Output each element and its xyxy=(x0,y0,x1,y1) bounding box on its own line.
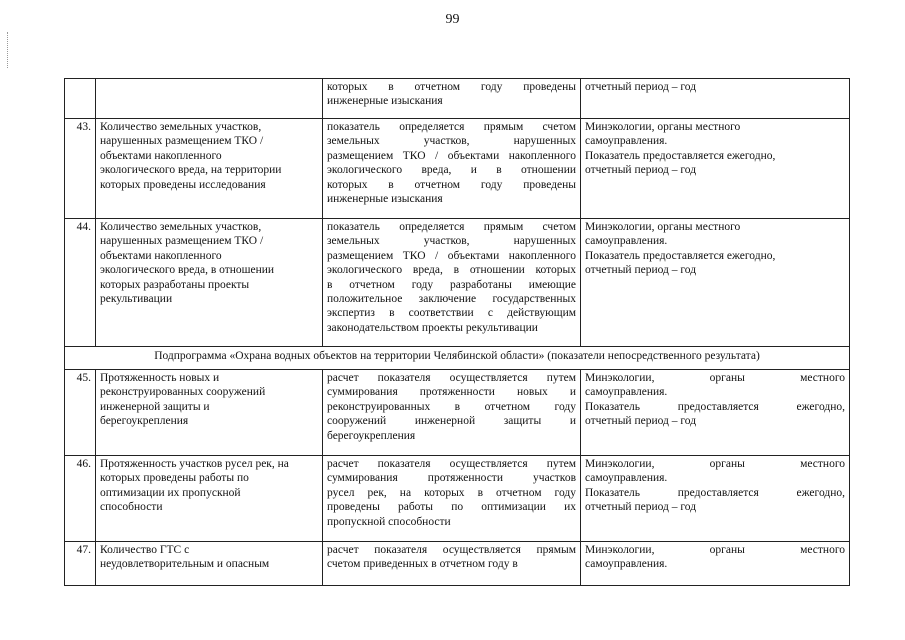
indicator-name-line: Количество земельных участков, xyxy=(100,121,262,133)
data-source-line: отчетный период – год xyxy=(585,415,697,428)
data-source-line: Минэкологии, органы местного xyxy=(585,544,845,556)
margin-mark xyxy=(7,32,9,68)
section-title: Подпрограмма «Охрана водных объектов на территории Челябинской области» (показатели непосредственного результата) xyxy=(65,347,850,370)
data-source-line: Показатель предоставляется ежегодно, xyxy=(585,149,776,162)
row-number: 46. xyxy=(65,456,96,542)
data-source xyxy=(581,542,850,586)
calculation-method-line: инженерные изыскания xyxy=(327,193,443,206)
indicator-name xyxy=(96,542,323,586)
calculation-method-line: показатель определяется прямым счетом xyxy=(327,121,576,133)
data-source-line: самоуправления. xyxy=(585,386,668,399)
calculation-method xyxy=(323,79,581,119)
calculation-method-line: земельных участков, нарушенных xyxy=(327,135,576,148)
calculation-method-line: расчет показателя осуществляется прямым xyxy=(327,544,576,556)
data-source xyxy=(581,456,850,542)
data-source-line: отчетный период – год xyxy=(585,81,697,93)
calculation-method-line: счетом приведенных в отчетном году в xyxy=(327,558,518,571)
data-source-line: Показатель предоставляется ежегодно, xyxy=(585,400,845,413)
calculation-method-line: расчет показателя осуществляется путем xyxy=(327,458,576,470)
data-source-line: самоуправления. xyxy=(585,472,668,485)
calculation-method xyxy=(323,370,581,456)
data-source-line: самоуправления. xyxy=(585,558,668,571)
calculation-method xyxy=(323,456,581,542)
indicator-name xyxy=(96,219,323,347)
data-source-line: самоуправления. xyxy=(585,135,668,148)
data-source-line: самоуправления. xyxy=(585,235,668,248)
calculation-method-line: земельных участков, нарушенных xyxy=(327,235,576,248)
data-source-line: Минэкологии, органы местного xyxy=(585,221,741,233)
calculation-method-line: экологического вреда, в отношении которых xyxy=(327,264,576,277)
data-source-line: Показатель предоставляется ежегодно, xyxy=(585,486,845,499)
calculation-method-line: инженерные изыскания xyxy=(327,95,443,108)
calculation-method-line: пропускной способности xyxy=(327,515,451,528)
table-row xyxy=(65,542,850,586)
calculation-method-line: суммирования протяженности новых и xyxy=(327,386,576,399)
calculation-method-line: в отчетном году разработаны имеющие xyxy=(327,278,576,291)
table-row xyxy=(65,219,850,347)
indicator-name-line: которых проведены работы по xyxy=(100,472,249,485)
indicator-name-line: Количество земельных участков, xyxy=(100,221,262,233)
calculation-method-line: реконструированных в отчетном году xyxy=(327,400,576,413)
calculation-method-line: которых в отчетном году проведены xyxy=(327,178,576,191)
calculation-method-line: размещением ТКО / объектами накопленного xyxy=(327,149,576,162)
indicator-name-line: Протяженность участков русел рек, на xyxy=(100,458,289,470)
indicator-name-line: Протяженность новых и xyxy=(100,372,220,384)
calculation-method-line: расчет показателя осуществляется путем xyxy=(327,372,576,384)
indicator-name-line: экологического вреда, на территории xyxy=(100,164,282,177)
calculation-method-line: суммирования протяженности участков xyxy=(327,472,576,485)
indicator-name-line: оптимизации их пропускной xyxy=(100,486,241,499)
table-row xyxy=(65,119,850,219)
indicator-name-line: которых проведены исследования xyxy=(100,178,266,191)
table-row xyxy=(65,456,850,542)
calculation-method-line: проведены работы по оптимизации их xyxy=(327,501,576,514)
section-row xyxy=(65,347,850,370)
data-source xyxy=(581,370,850,456)
data-source-line: Минэкологии, органы местного xyxy=(585,121,741,133)
page-number: 99 xyxy=(445,12,460,27)
indicator-name-line: способности xyxy=(100,501,163,514)
table-row xyxy=(65,79,850,119)
calculation-method-line: показатель определяется прямым счетом xyxy=(327,221,576,233)
data-source xyxy=(581,219,850,347)
data-source-line: отчетный период – год xyxy=(585,501,697,514)
indicators-table xyxy=(64,78,850,586)
indicator-name xyxy=(96,79,323,119)
indicator-name-line: Количество ГТС с xyxy=(100,544,190,556)
calculation-method-line: законодательством проекты рекультивации xyxy=(327,321,538,334)
calculation-method-line: сооружений инженерной защиты и xyxy=(327,415,576,428)
indicator-name-line: которых разработаны проекты xyxy=(100,278,250,291)
indicator-name-line: реконструированных сооружений xyxy=(100,386,266,399)
calculation-method-line: русел рек, на которых в отчетном году xyxy=(327,486,576,499)
calculation-method xyxy=(323,219,581,347)
calculation-method-line: положительное заключение государственных xyxy=(327,293,576,306)
data-source-line: Показатель предоставляется ежегодно, xyxy=(585,249,776,262)
indicator-name xyxy=(96,456,323,542)
row-number: 45. xyxy=(65,370,96,456)
calculation-method-line: которых в отчетном году проведены xyxy=(327,81,576,93)
indicator-name-line: экологического вреда, в отношении xyxy=(100,264,275,277)
table-row xyxy=(65,370,850,456)
data-source-line: Минэкологии, органы местного xyxy=(585,458,845,470)
indicator-name-line: инженерной защиты и xyxy=(100,400,210,413)
row-number xyxy=(65,79,96,119)
data-source xyxy=(581,79,850,119)
data-source-line: Минэкологии, органы местного xyxy=(585,372,845,384)
indicator-name-line: рекультивации xyxy=(100,293,173,306)
row-number: 43. xyxy=(65,119,96,219)
indicator-name-line: берегоукрепления xyxy=(100,415,189,428)
indicator-name-line: нарушенных размещением ТКО / xyxy=(100,135,264,148)
row-number: 47. xyxy=(65,542,96,586)
row-number: 44. xyxy=(65,219,96,347)
indicator-name-line: объектами накопленного xyxy=(100,149,222,162)
calculation-method xyxy=(323,542,581,586)
data-source xyxy=(581,119,850,219)
indicator-name-line: нарушенных размещением ТКО / xyxy=(100,235,264,248)
calculation-method-line: экспертиз в соответствии с действующим xyxy=(327,307,576,320)
indicator-name-line: неудовлетворительным и опасным xyxy=(100,558,270,571)
indicator-name-line: объектами накопленного xyxy=(100,249,222,262)
indicator-name xyxy=(96,370,323,456)
data-source-line: отчетный период – год xyxy=(585,164,697,177)
calculation-method xyxy=(323,119,581,219)
calculation-method-line: экологического вреда, и в отношении xyxy=(327,164,576,177)
indicator-name xyxy=(96,119,323,219)
data-source-line: отчетный период – год xyxy=(585,264,697,277)
calculation-method-line: берегоукрепления xyxy=(327,429,416,442)
calculation-method-line: размещением ТКО / объектами накопленного xyxy=(327,249,576,262)
